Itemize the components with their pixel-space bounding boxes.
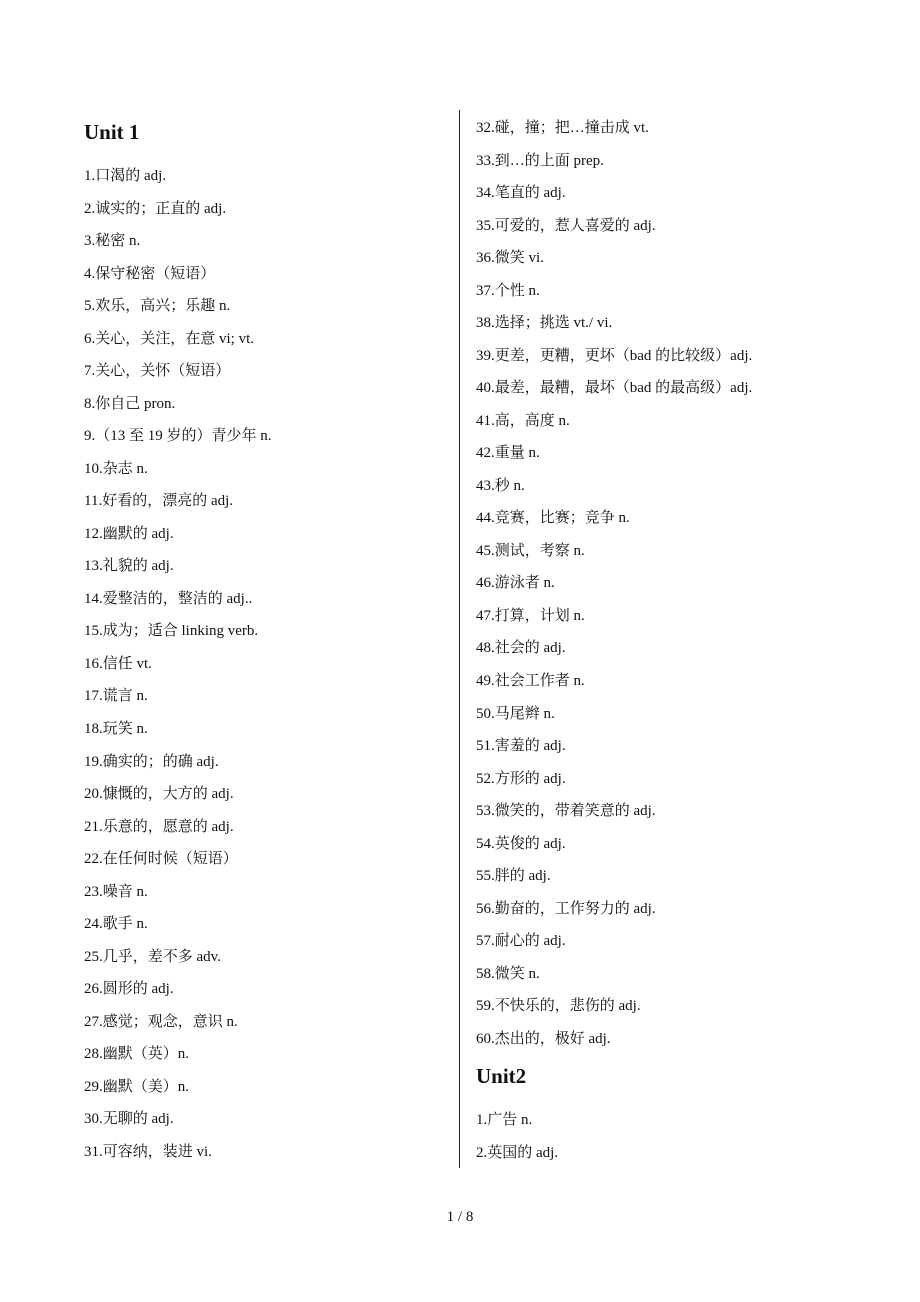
vocab-item: 31.可容纳，装进 vi. — [84, 1143, 212, 1160]
vocab-item: 44.竞赛，比赛；竞争 n. — [476, 510, 630, 527]
vocab-item: 51.害羞的 adj. — [476, 738, 566, 755]
vocab-item: 12.幽默的 adj. — [84, 525, 174, 542]
vocab-item: 10.杂志 n. — [84, 460, 148, 477]
vocab-item: 19.确实的；的确 adj. — [84, 753, 219, 770]
vocab-item: 29.幽默（美）n. — [84, 1078, 190, 1095]
vocab-item: 45.测试，考察 n. — [476, 542, 585, 559]
vocab-item: 11.好看的，漂亮的 adj. — [84, 493, 234, 510]
vocab-item: 42.重量 n. — [476, 445, 540, 462]
vocab-item: 15.成为；适合 linking verb. — [84, 623, 259, 640]
vocab-item: 2.诚实的；正直的 adj. — [84, 200, 227, 217]
vocab-item: 36.微笑 vi. — [476, 250, 544, 267]
column-divider — [459, 110, 460, 1168]
vocab-item: 53.微笑的，带着笑意的 adj. — [476, 803, 656, 820]
vocab-item: 41.高，高度 n. — [476, 412, 570, 429]
vocab-item: 3.秘密 n. — [84, 233, 141, 250]
vocab-item: 58.微笑 n. — [476, 965, 540, 982]
page-number: 1 / 8 — [446, 1209, 474, 1225]
vocab-item: 26.圆形的 adj. — [84, 981, 174, 998]
vocab-item: 27.感觉；观念，意识 n. — [84, 1013, 238, 1030]
vocab-item: 32.碰，撞；把…撞击成 vt. — [476, 120, 649, 136]
vocab-item: 38.选择；挑选 vt./ vi. — [476, 315, 613, 332]
vocab-item: 5.欢乐，高兴；乐趣 n. — [84, 298, 231, 315]
vocab-item: 30.无聊的 adj. — [84, 1111, 174, 1128]
vocab-item: 50.马尾辫 n. — [476, 705, 555, 722]
vocab-item: 20.慷慨的，大方的 adj. — [84, 786, 234, 803]
unit-1-heading: Unit 1 — [84, 120, 140, 144]
vocab-item: 48.社会的 adj. — [476, 640, 566, 657]
vocab-item: 47.打算，计划 n. — [476, 607, 585, 624]
unit-2-heading: Unit2 — [476, 1064, 527, 1088]
vocab-item: 1.口渴的 adj. — [84, 168, 167, 184]
vocab-item: 21.乐意的，愿意的 adj. — [84, 818, 234, 835]
vocab-item: 4.保守秘密（短语） — [84, 265, 216, 282]
vocab-item: 1.广告 n. — [476, 1112, 533, 1128]
vocab-item: 28.幽默（英）n. — [84, 1046, 190, 1063]
vocab-item: 22.在任何时候（短语） — [84, 851, 238, 868]
vocab-item: 55.胖的 adj. — [476, 868, 551, 885]
vocab-item: 16.信任 vt. — [84, 655, 152, 672]
vocab-item: 17.谎言 n. — [84, 688, 148, 705]
vocab-item: 14.爱整洁的，整洁的 adj.. — [84, 590, 253, 607]
vocab-item: 8.你自己 pron. — [84, 395, 176, 412]
vocab-item: 2.英国的 adj. — [476, 1144, 559, 1161]
vocab-item: 9.（13 至 19 岁的）青少年 n. — [84, 428, 272, 445]
vocab-item: 60.杰出的，极好 adj. — [476, 1030, 611, 1047]
vocab-item: 18.玩笑 n. — [84, 721, 148, 737]
vocab-item: 46.游泳者 n. — [476, 575, 555, 592]
vocab-item: 39.更差，更糟，更坏（bad 的比较级）adj. — [476, 347, 753, 364]
vocab-item: 34.笔直的 adj. — [476, 185, 566, 202]
vocab-item: 35.可爱的，惹人喜爱的 adj. — [476, 217, 656, 234]
vocab-item: 24.歌手 n. — [84, 916, 148, 933]
vocab-item: 49.社会工作者 n. — [476, 673, 585, 689]
vocab-item: 13.礼貌的 adj. — [84, 558, 174, 575]
vocab-item: 57.耐心的 adj. — [476, 933, 566, 950]
vocab-item: 37.个性 n. — [476, 282, 540, 299]
vocab-item: 7.关心，关怀（短语） — [84, 363, 231, 380]
vocab-item: 54.英俊的 adj. — [476, 835, 566, 852]
vocab-item: 25.几乎，差不多 adv. — [84, 948, 221, 965]
vocab-item: 23.噪音 n. — [84, 883, 148, 900]
vocab-item: 52.方形的 adj. — [476, 770, 566, 787]
vocab-item: 6.关心，关注，在意 vi; vt. — [84, 330, 255, 347]
vocab-item: 59.不快乐的，悲伤的 adj. — [476, 998, 641, 1015]
vocab-item: 43.秒 n. — [476, 477, 525, 494]
vocab-item: 40.最差，最糟，最坏（bad 的最高级）adj. — [476, 380, 753, 397]
vocab-item: 56.勤奋的，工作努力的 adj. — [476, 900, 656, 917]
vocab-item: 33.到…的上面 prep. — [476, 152, 604, 169]
